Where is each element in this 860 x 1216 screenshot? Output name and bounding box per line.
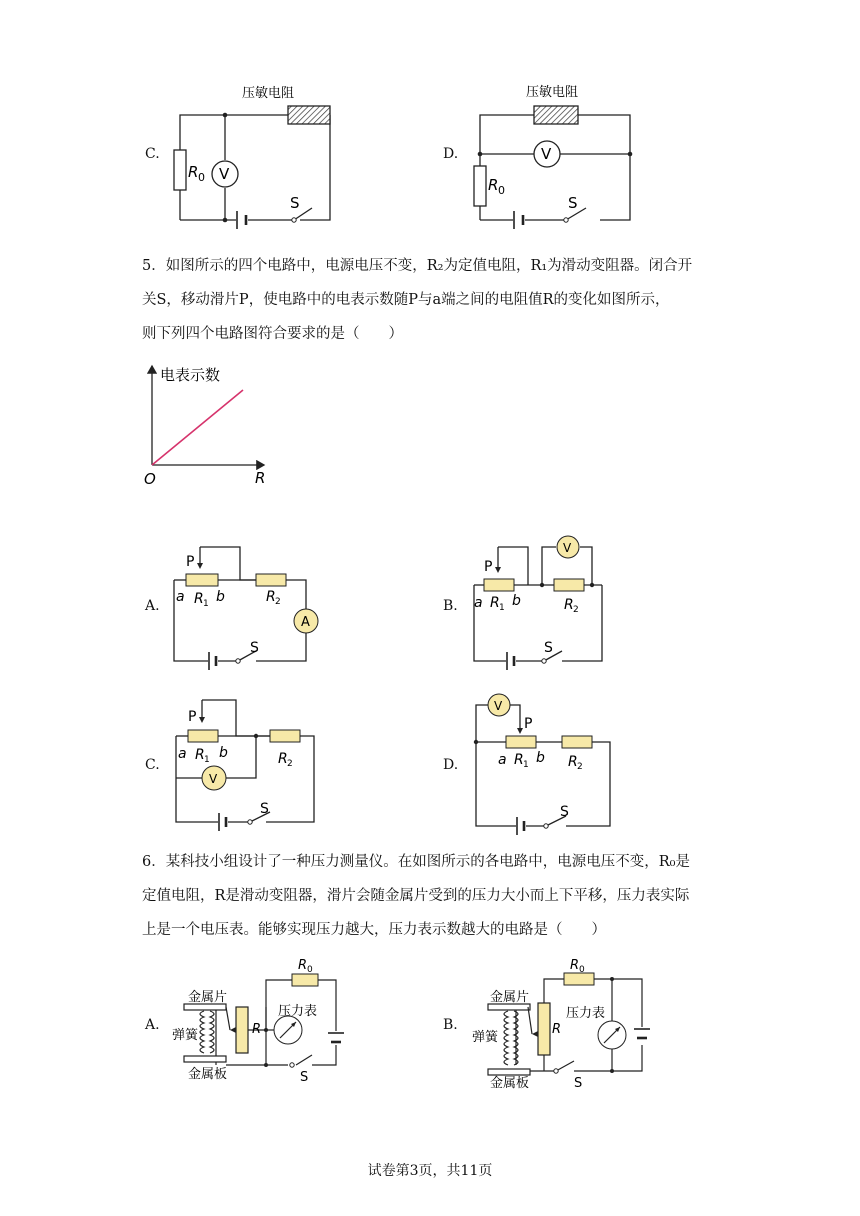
svg-text:V: V xyxy=(494,699,503,713)
svg-text:b: b xyxy=(536,750,545,766)
page-footer: 试卷第3页，共11页 xyxy=(367,1163,493,1179)
q6-line-1: 6．某科技小组设计了一种压力测量仪。在如图所示的各电路中，电源电压不变，R₀是 xyxy=(142,854,690,870)
r2 xyxy=(554,579,584,591)
svg-text:S: S xyxy=(574,1076,583,1091)
r1 xyxy=(506,736,536,748)
y-axis-label: 电表示数 xyxy=(160,366,221,384)
svg-text:0: 0 xyxy=(198,171,205,184)
svg-text:S: S xyxy=(544,640,553,656)
q6-line-3: 上是一个电压表。能够实现压力越大，压力表示数越大的电路是（ ） xyxy=(142,922,606,938)
svg-text:P: P xyxy=(188,709,197,725)
q5-option-d-label: D. xyxy=(443,757,459,773)
svg-text:R: R xyxy=(490,595,500,611)
svg-text:P: P xyxy=(484,559,493,575)
svg-text:R: R xyxy=(278,751,288,767)
svg-text:a: a xyxy=(176,589,185,605)
data-line xyxy=(152,390,243,465)
svg-text:金属板: 金属板 xyxy=(188,1067,228,1082)
origin-label: O xyxy=(144,470,156,488)
q6-option-a-label: A. xyxy=(145,1017,160,1033)
svg-text:P: P xyxy=(524,716,533,732)
svg-text:1: 1 xyxy=(523,760,529,770)
svg-text:R: R xyxy=(564,597,574,613)
r2 xyxy=(256,574,286,586)
q5-option-b-label: B. xyxy=(443,598,458,614)
svg-text:0: 0 xyxy=(307,965,313,975)
svg-text:金属片: 金属片 xyxy=(490,990,530,1005)
svg-text:2: 2 xyxy=(287,759,293,769)
svg-text:V: V xyxy=(563,541,572,555)
r2 xyxy=(270,730,300,742)
q5-option-c-label: C. xyxy=(145,757,160,773)
svg-text:R: R xyxy=(570,958,580,973)
svg-text:S: S xyxy=(250,640,259,656)
svg-text:V: V xyxy=(219,165,230,183)
svg-text:S: S xyxy=(568,194,578,212)
r2 xyxy=(562,736,592,748)
q6-option-b-label: B. xyxy=(443,1017,458,1033)
q5-circuit-b xyxy=(470,535,615,665)
svg-text:R: R xyxy=(188,163,199,181)
svg-text:P: P xyxy=(186,554,195,570)
q4-option-c-label: C. xyxy=(145,146,160,162)
q5-graph xyxy=(140,360,280,490)
q4-circuit-d xyxy=(470,80,645,230)
svg-text:A: A xyxy=(301,615,310,630)
svg-text:R: R xyxy=(194,591,204,607)
svg-text:b: b xyxy=(512,593,521,609)
q5-option-a-label: A. xyxy=(145,598,160,614)
svg-text:压力表: 压力表 xyxy=(278,1004,318,1019)
svg-text:压敏电阻: 压敏电阻 xyxy=(526,85,579,100)
svg-text:V: V xyxy=(209,772,218,786)
svg-text:b: b xyxy=(219,745,228,761)
q4-circuit-c xyxy=(170,80,345,230)
r1 xyxy=(484,579,514,591)
sensor-label: 压敏电阻 xyxy=(242,86,295,101)
svg-text:a: a xyxy=(474,595,483,611)
svg-text:1: 1 xyxy=(204,755,210,765)
svg-text:S: S xyxy=(290,194,300,212)
x-axis-label: R xyxy=(255,469,266,487)
svg-text:a: a xyxy=(178,746,187,762)
svg-text:1: 1 xyxy=(499,603,505,613)
svg-text:R: R xyxy=(552,1022,562,1037)
svg-text:弹簧: 弹簧 xyxy=(172,1028,199,1043)
q6-circuit-b xyxy=(470,955,670,1090)
svg-text:2: 2 xyxy=(275,597,281,607)
q5-circuit-c xyxy=(170,692,320,832)
svg-text:S: S xyxy=(260,801,269,817)
svg-text:弹簧: 弹簧 xyxy=(472,1030,499,1045)
r0 xyxy=(292,974,318,986)
svg-text:R: R xyxy=(568,754,578,770)
q5-circuit-a xyxy=(170,535,315,665)
svg-text:0: 0 xyxy=(498,184,505,197)
svg-text:b: b xyxy=(216,589,225,605)
svg-text:R: R xyxy=(488,176,499,194)
svg-text:金属片: 金属片 xyxy=(188,990,228,1005)
svg-text:S: S xyxy=(300,1070,309,1085)
r1 xyxy=(186,574,218,586)
svg-text:R: R xyxy=(195,747,205,763)
svg-text:S: S xyxy=(560,804,569,820)
q6-circuit-a xyxy=(170,955,360,1090)
svg-text:2: 2 xyxy=(577,762,583,772)
r1 xyxy=(188,730,218,742)
svg-text:a: a xyxy=(498,752,507,768)
q5-line-3: 则下列四个电路图符合要求的是（ ） xyxy=(142,326,403,342)
q4-option-d-label: D. xyxy=(443,146,459,162)
svg-text:压力表: 压力表 xyxy=(566,1006,606,1021)
q5-circuit-d xyxy=(470,690,620,835)
q5-line-1: 5．如图所示的四个电路中，电源电压不变，R₂为定值电阻，R₁为滑动变阻器。闭合开 xyxy=(142,258,693,274)
svg-text:1: 1 xyxy=(203,599,209,609)
svg-text:R: R xyxy=(514,752,524,768)
svg-text:0: 0 xyxy=(579,965,585,975)
svg-text:R: R xyxy=(266,589,276,605)
svg-text:V: V xyxy=(541,145,552,163)
q5-line-2: 关S，移动滑片P，使电路中的电表示数随P与a端之间的电阻值R的变化如图所示， xyxy=(142,292,670,308)
svg-text:金属板: 金属板 xyxy=(490,1076,530,1091)
svg-text:2: 2 xyxy=(573,605,579,615)
svg-text:R: R xyxy=(298,958,308,973)
svg-text:R: R xyxy=(252,1022,262,1037)
q6-line-2: 定值电阻，R是滑动变阻器，滑片会随金属片受到的压力大小而上下平移，压力表实际 xyxy=(142,888,690,904)
